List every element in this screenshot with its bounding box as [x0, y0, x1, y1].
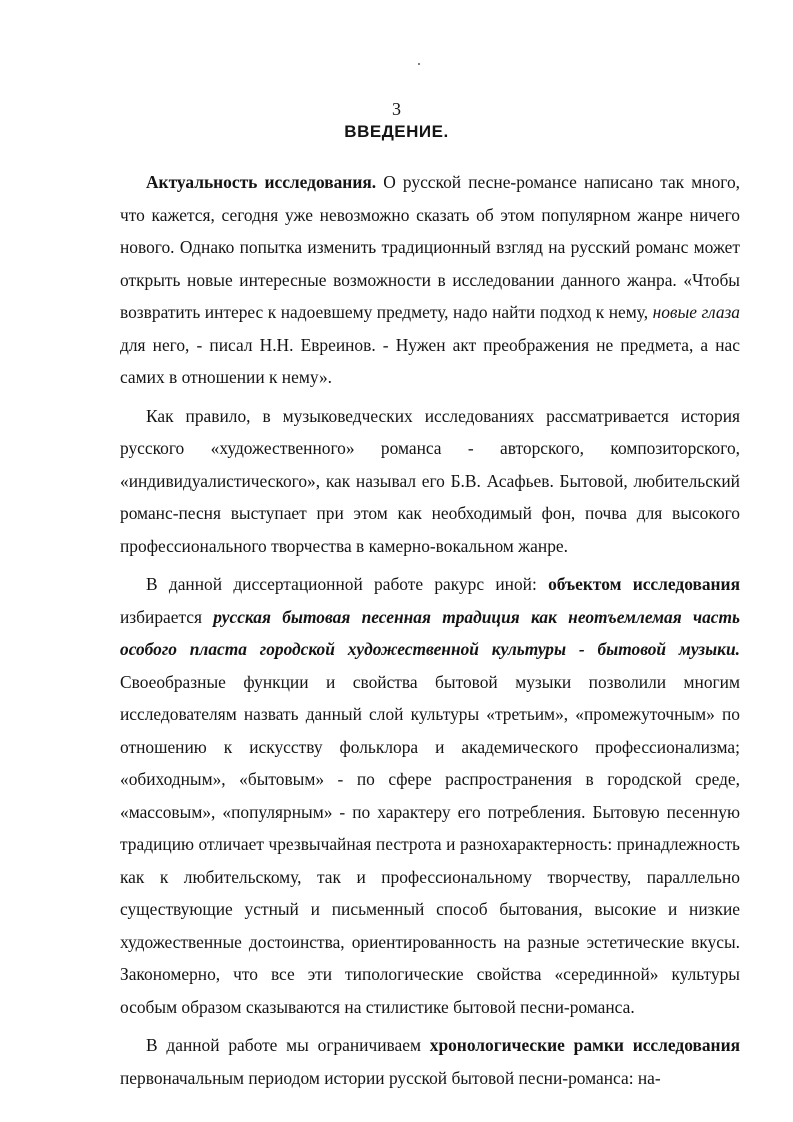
paragraph-text: первоначальным периодом истории русской бытовой песни-романса: на-: [120, 1067, 661, 1088]
paragraph-text: для него, - писал Н.Н. Евреинов. - Нужен акт преображения не предмета, а нас самих в отношении к нему».: [120, 334, 740, 387]
paragraph-text: В данной диссертационной работе ракурс иной:: [146, 574, 549, 594]
paragraph-text: избирается: [120, 606, 214, 627]
paragraph-musicology: [120, 400, 740, 563]
paragraph-text: Как правило, в музыковедческих исследованиях рассматривается история русского «художественного» романса - авторского, композиторского, «индивидуалистического», как называл его Б.В. Асафьев. Бытовой, любительский романс-песня выступает при этом как необходимый фон, почва для высокого профессионального творчества в камерно-вокальном жанре.: [120, 405, 740, 556]
scan-speck: [418, 63, 420, 65]
page-title: ВВЕДЕНИЕ.: [344, 122, 449, 141]
page-number: 3: [392, 99, 401, 119]
document-body: [120, 166, 740, 1100]
paragraph-object: [120, 568, 740, 1023]
italic-phrase: новые глаза: [652, 302, 740, 322]
object-heading: объектом исследования: [548, 574, 740, 594]
chronology-heading: хронологические рамки исследования: [429, 1035, 740, 1055]
paragraph-text: Своеобразные функции и свойства бытовой музыки позволили многим исследователям назвать данный слой культуры «третьим», «промежуточным» по отношению к искусству фольклора и академического профессионализма; «обиходным», «бытовым» - по сфере распространения в городской среде, «массовым», «популярным» - по характеру его потребления. Бытовую песенную традицию отличает чрезвычайная пестрота и разнохарактерность: принадлежность как к любительскому, так и профессиональному творчеству, параллельно существующие устный и письменный способ бытования, высокие и низкие художественные достоинства, ориентированность на разные эстетические вкусы. Закономерно, что все эти типологические свойства «серединной» культуры особым образом сказываются на стилистике бытовой песни-романса.: [120, 671, 740, 1017]
paragraph-relevance: [120, 166, 740, 394]
relevance-heading: Актуальность исследования.: [146, 172, 377, 192]
object-definition: русская бытовая песенная традиция как неотъемлемая часть особого пласта городской художественной культуры - бытовой музыки.: [120, 606, 740, 659]
paragraph-text: В данной работе мы ограничиваем: [146, 1035, 430, 1055]
paragraph-chronology: [120, 1029, 740, 1094]
paragraph-text: О русской песне-романсе написано так много, что кажется, сегодня уже невозможно сказать об этом популярном жанре ничего нового. Однако попытка изменить традиционный взгляд на русский романс может открыть новые интересные возможности в исследовании данного жанра. «Чтобы возвратить интерес к надоевшему предмету, надо найти подход к нему,: [120, 172, 741, 322]
